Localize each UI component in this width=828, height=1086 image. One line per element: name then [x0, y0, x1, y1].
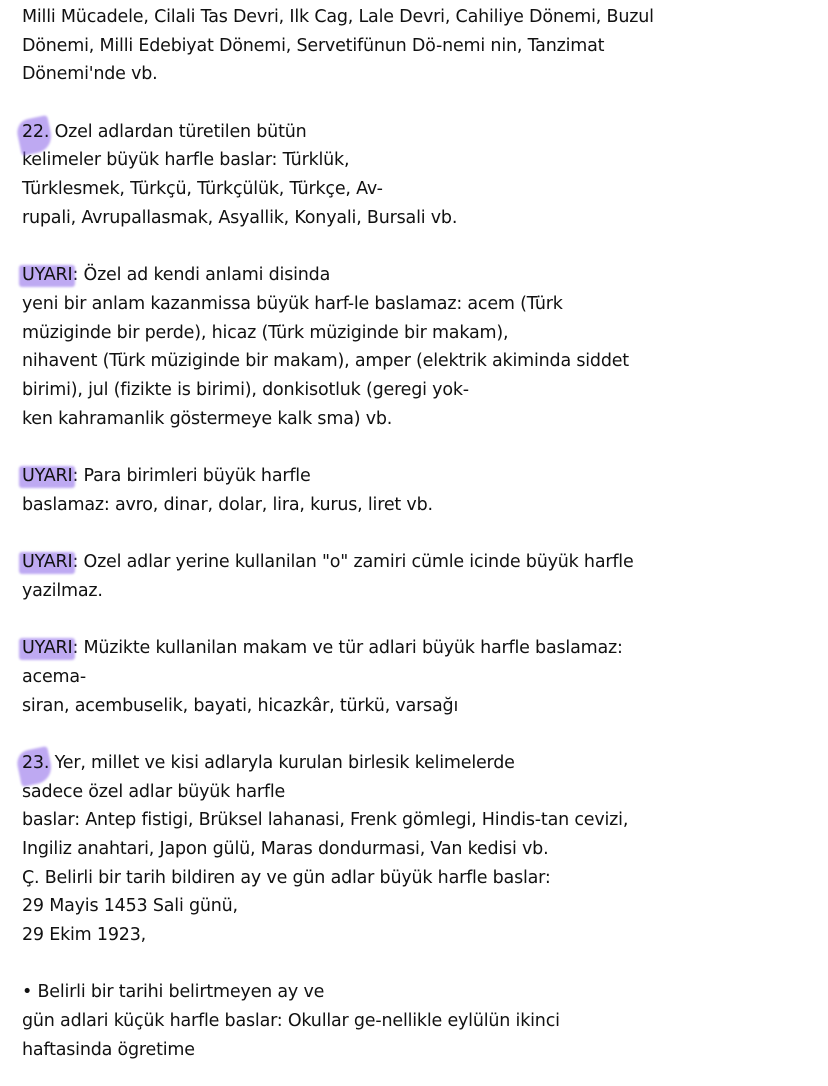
text-line: yazilmaz. — [22, 580, 103, 601]
warning-highlight: UYARI — [22, 634, 72, 663]
text-line: kelimeler büyük harfle baslar: Türklük, — [22, 150, 350, 171]
warning-1-paragraph — [22, 261, 818, 433]
text-line — [22, 462, 818, 491]
text-line: gün adlari küçük harfle baslar: Okullar ge-nellikle eylülün ikinci — [22, 1011, 560, 1032]
text-line: Ingiliz anahtari, Japon gülü, Maras dondurmasi, Van kedisi vb. — [22, 838, 549, 859]
text-line: baslar: Antep fistigi, Brüksel lahanasi, Frenk gömlegi, Hindis-tan cevizi, — [22, 810, 629, 831]
text-span: : Ozel adlar yerine kullanilan "o" zamiri cümle icinde büyük harfle — [72, 552, 634, 573]
text-line: haftasinda ögretime — [22, 1039, 195, 1060]
text-line: yeni bir anlam kazanmissa büyük harf-le baslamaz: acem (Türk — [22, 293, 563, 314]
text-line: baslamaz: avro, dinar, dolar, lira, kurus, liret vb. — [22, 494, 433, 515]
text-line: Türklesmek, Türkçü, Türkçülük, Türkçe, Av- — [22, 179, 383, 200]
text-span: : Para birimleri büyük harfle — [72, 466, 311, 486]
bullet-paragraph — [22, 978, 818, 1064]
rule-number-highlight: 22. — [22, 118, 49, 147]
text-span: Ozel adlardan türetilen bütün — [49, 121, 307, 142]
text-span: : Müzikte kullanilan makam ve tür adlari büyük harfle baslamaz: — [72, 638, 623, 659]
warning-highlight: UYARI — [22, 548, 72, 577]
warning-highlight: UYARI — [22, 462, 72, 491]
text-line — [22, 749, 818, 778]
text-line: • Belirli bir tarihi belirtmeyen ay ve — [22, 982, 325, 1003]
warning-2-paragraph — [22, 462, 818, 519]
text-line: Dönemi, Milli Edebiyat Dönemi, Servetifünun Dö-nemi nin, Tanzimat — [22, 35, 605, 56]
text-line: müziginde bir perde), hicaz (Türk müziginde bir makam), — [22, 322, 509, 343]
text-line: sadece özel adlar büyük harfle — [22, 781, 286, 802]
text-line: acema- — [22, 666, 86, 687]
text-line: 29 Mayis 1453 Sali günü, — [22, 896, 238, 917]
warning-highlight: UYARI — [22, 261, 72, 290]
text-line: rupali, Avrupallasmak, Asyallik, Konyali, Bursali vb. — [22, 207, 458, 228]
text-line: nihavent (Türk müziginde bir makam), amper (elektrik akiminda siddet — [22, 351, 629, 372]
text-span: Yer, millet ve kisi adlaryla kurulan birlesik kelimelerde — [49, 752, 515, 773]
text-span: : Özel ad kendi anlami disinda — [72, 265, 331, 286]
text-line: siran, acembuselik, bayati, hicazkâr, türkü, varsağı — [22, 695, 459, 716]
text-line: birimi), jul (fizikte is birimi), donkisotluk (geregi yok- — [22, 379, 469, 400]
text-line — [22, 634, 818, 663]
warning-3-paragraph — [22, 548, 818, 605]
rule-number-highlight: 23. — [22, 749, 49, 778]
warning-4-paragraph — [22, 634, 818, 720]
text-line: 29 Ekim 1923, — [22, 925, 146, 945]
text-line: Dönemi'nde vb. — [22, 64, 158, 85]
document-page — [22, 3, 818, 1064]
rule-23-paragraph — [22, 749, 818, 950]
text-line — [22, 118, 818, 147]
text-line: Milli Mücadele, Cilali Tas Devri, Ilk Cag, Lale Devri, Cahiliye Dönemi, Buzul — [22, 7, 654, 27]
intro-paragraph — [22, 3, 818, 89]
text-line: ken kahramanlik göstermeye kalk sma) vb. — [22, 408, 393, 429]
text-line — [22, 261, 818, 290]
rule-22-paragraph — [22, 118, 818, 233]
text-line — [22, 548, 818, 577]
text-line: Ç. Belirli bir tarih bildiren ay ve gün adlar büyük harfle baslar: — [22, 867, 551, 888]
